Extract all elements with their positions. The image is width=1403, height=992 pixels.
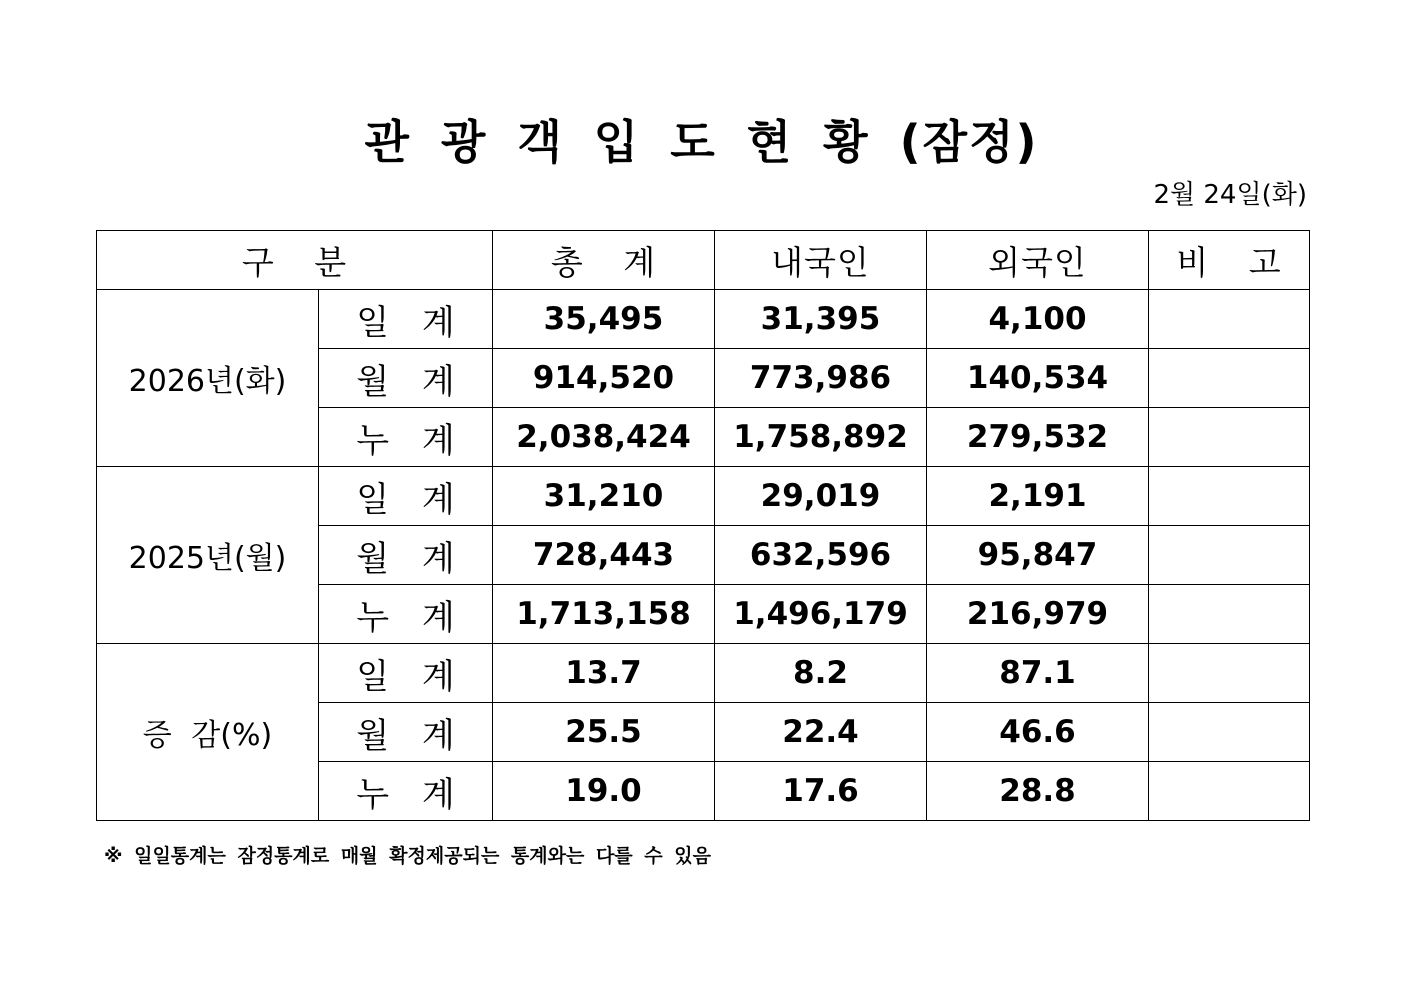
- row-label: 누 계: [319, 585, 493, 644]
- cell-total: 25.5: [493, 703, 715, 762]
- header-foreign: 외국인: [927, 231, 1149, 290]
- cell-total: 728,443: [493, 526, 715, 585]
- cell-foreign: 28.8: [927, 762, 1149, 821]
- row-label: 월 계: [319, 349, 493, 408]
- cell-domestic: 31,395: [715, 290, 927, 349]
- row-label: 일 계: [319, 467, 493, 526]
- cell-remarks: [1149, 644, 1310, 703]
- cell-total: 35,495: [493, 290, 715, 349]
- table-row: [97, 467, 1310, 526]
- footnote: ※ 일일통계는 잠정통계로 매월 확정제공되는 통계와는 다를 수 있음: [104, 845, 711, 867]
- cell-domestic: 1,758,892: [715, 408, 927, 467]
- report-date: 2월 24일(화): [1153, 180, 1307, 210]
- table-row: [97, 290, 1310, 349]
- row-label: 누 계: [319, 762, 493, 821]
- tourist-arrivals-table: [96, 230, 1310, 821]
- cell-remarks: [1149, 467, 1310, 526]
- group-label: 2026년(화): [97, 290, 319, 467]
- cell-foreign: 216,979: [927, 585, 1149, 644]
- cell-total: 13.7: [493, 644, 715, 703]
- table-row: [97, 644, 1310, 703]
- cell-foreign: 2,191: [927, 467, 1149, 526]
- cell-remarks: [1149, 349, 1310, 408]
- table-header-row: [97, 231, 1310, 290]
- page-title: 관 광 객 입 도 현 황 (잠정): [364, 115, 1039, 169]
- row-label: 일 계: [319, 644, 493, 703]
- group-label: 2025년(월): [97, 467, 319, 644]
- cell-domestic: 8.2: [715, 644, 927, 703]
- row-label: 누 계: [319, 408, 493, 467]
- cell-foreign: 46.6: [927, 703, 1149, 762]
- cell-domestic: 29,019: [715, 467, 927, 526]
- cell-remarks: [1149, 408, 1310, 467]
- cell-remarks: [1149, 703, 1310, 762]
- cell-domestic: 1,496,179: [715, 585, 927, 644]
- cell-foreign: 95,847: [927, 526, 1149, 585]
- group-label: 증 감(%): [97, 644, 319, 821]
- cell-remarks: [1149, 585, 1310, 644]
- row-label: 월 계: [319, 703, 493, 762]
- cell-foreign: 279,532: [927, 408, 1149, 467]
- row-label: 월 계: [319, 526, 493, 585]
- header-total: 총 계: [493, 231, 715, 290]
- header-category: 구 분: [97, 231, 493, 290]
- cell-remarks: [1149, 762, 1310, 821]
- header-remarks: 비 고: [1149, 231, 1310, 290]
- header-domestic: 내국인: [715, 231, 927, 290]
- row-label: 일 계: [319, 290, 493, 349]
- cell-remarks: [1149, 290, 1310, 349]
- cell-foreign: 4,100: [927, 290, 1149, 349]
- cell-foreign: 87.1: [927, 644, 1149, 703]
- cell-remarks: [1149, 526, 1310, 585]
- cell-domestic: 22.4: [715, 703, 927, 762]
- cell-domestic: 17.6: [715, 762, 927, 821]
- cell-total: 31,210: [493, 467, 715, 526]
- cell-total: 1,713,158: [493, 585, 715, 644]
- cell-domestic: 773,986: [715, 349, 927, 408]
- cell-total: 914,520: [493, 349, 715, 408]
- cell-total: 19.0: [493, 762, 715, 821]
- cell-domestic: 632,596: [715, 526, 927, 585]
- cell-foreign: 140,534: [927, 349, 1149, 408]
- cell-total: 2,038,424: [493, 408, 715, 467]
